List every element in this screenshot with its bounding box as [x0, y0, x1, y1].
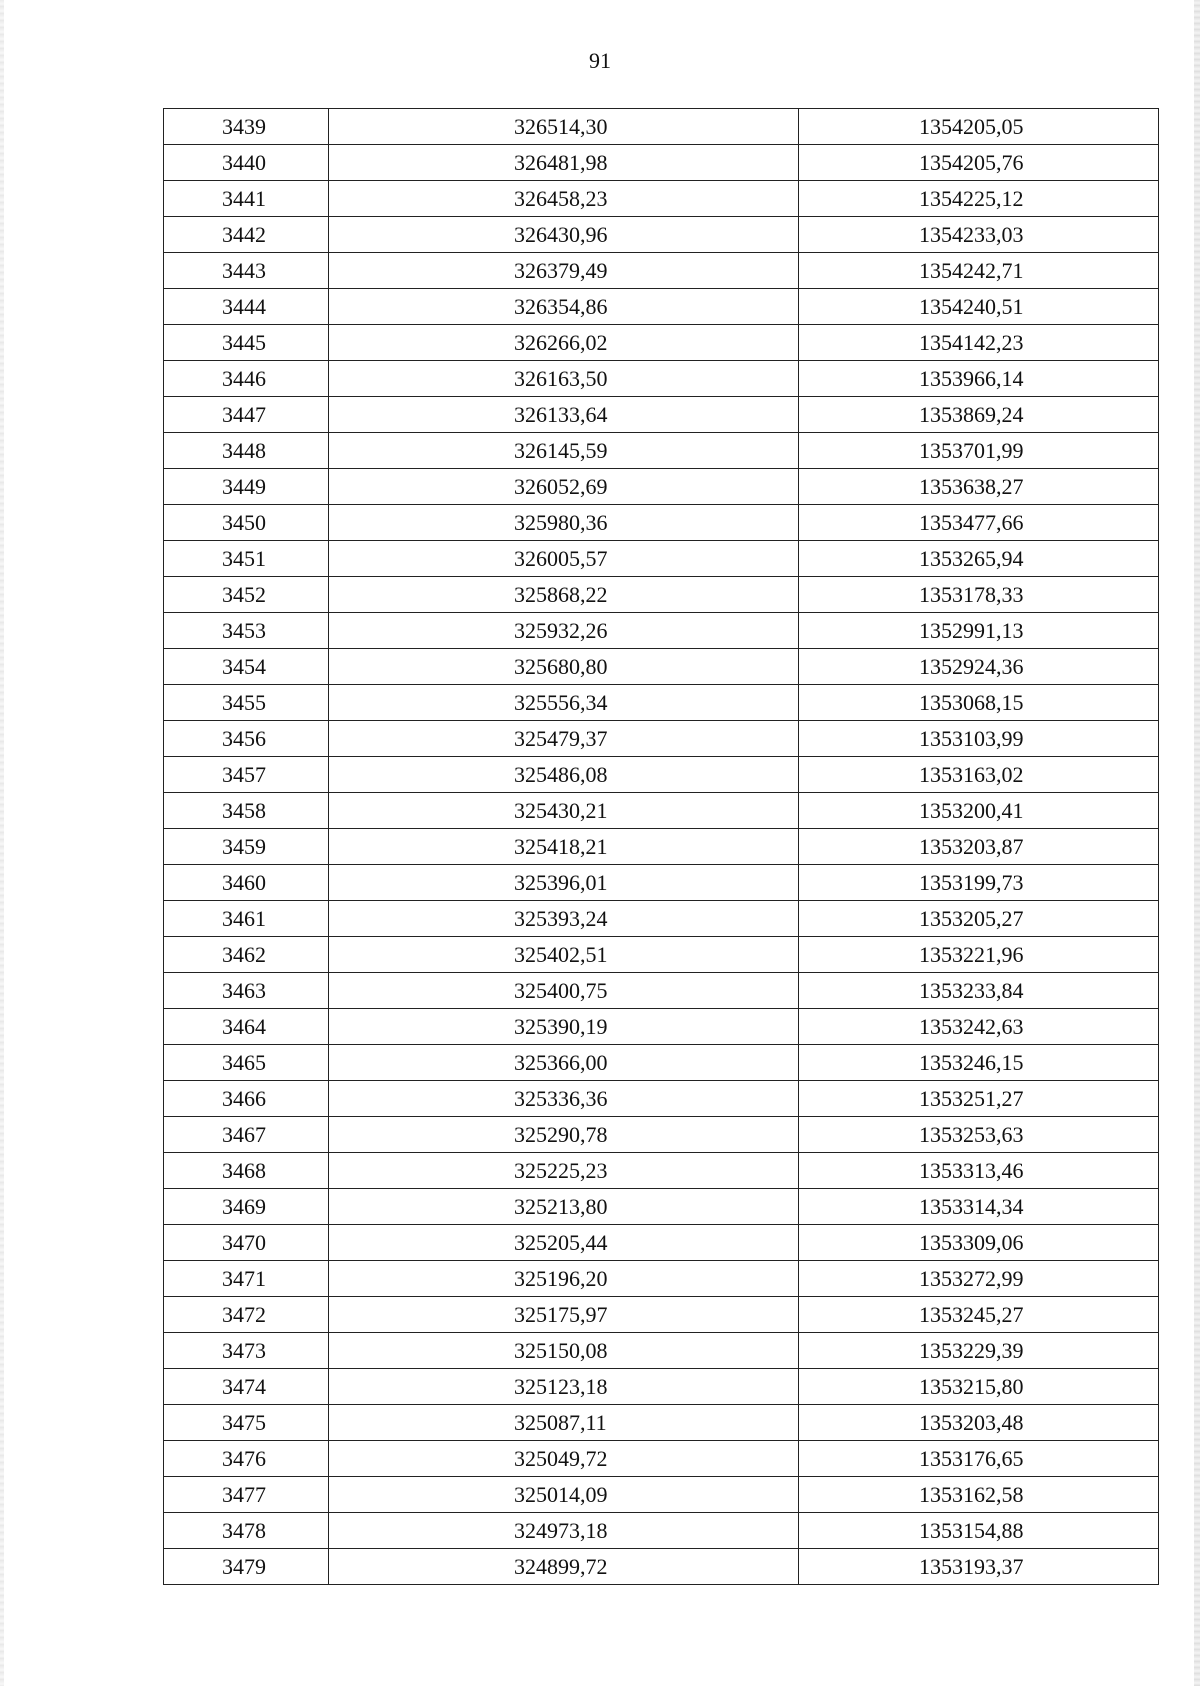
y-coordinate-cell: 1353103,99 [799, 721, 1159, 757]
table-row [164, 613, 1159, 649]
x-coordinate-cell: 325336,36 [329, 1081, 799, 1117]
table-row [164, 1369, 1159, 1405]
x-coordinate-cell: 325087,11 [329, 1405, 799, 1441]
table-row [164, 1045, 1159, 1081]
y-coordinate-cell: 1353272,99 [799, 1261, 1159, 1297]
x-coordinate-cell: 325868,22 [329, 577, 799, 613]
x-coordinate-cell: 326163,50 [329, 361, 799, 397]
table-row [164, 685, 1159, 721]
table-row [164, 829, 1159, 865]
point-number-cell: 3455 [164, 685, 329, 721]
point-number-cell: 3445 [164, 325, 329, 361]
point-number-cell: 3469 [164, 1189, 329, 1225]
y-coordinate-cell: 1353068,15 [799, 685, 1159, 721]
table-row [164, 1297, 1159, 1333]
point-number-cell: 3440 [164, 145, 329, 181]
table-row [164, 469, 1159, 505]
x-coordinate-cell: 325402,51 [329, 937, 799, 973]
x-coordinate-cell: 326145,59 [329, 433, 799, 469]
point-number-cell: 3466 [164, 1081, 329, 1117]
x-coordinate-cell: 325980,36 [329, 505, 799, 541]
point-number-cell: 3451 [164, 541, 329, 577]
x-coordinate-cell: 325213,80 [329, 1189, 799, 1225]
x-coordinate-cell: 326354,86 [329, 289, 799, 325]
table-row [164, 397, 1159, 433]
table-row [164, 1117, 1159, 1153]
point-number-cell: 3478 [164, 1513, 329, 1549]
point-number-cell: 3475 [164, 1405, 329, 1441]
x-coordinate-cell: 326458,23 [329, 181, 799, 217]
table-row [164, 1513, 1159, 1549]
x-coordinate-cell: 325049,72 [329, 1441, 799, 1477]
table-row [164, 1225, 1159, 1261]
x-coordinate-cell: 325932,26 [329, 613, 799, 649]
y-coordinate-cell: 1353251,27 [799, 1081, 1159, 1117]
point-number-cell: 3453 [164, 613, 329, 649]
table-row [164, 757, 1159, 793]
x-coordinate-cell: 325486,08 [329, 757, 799, 793]
table-row [164, 1009, 1159, 1045]
table-row [164, 181, 1159, 217]
x-coordinate-cell: 326481,98 [329, 145, 799, 181]
x-coordinate-cell: 326005,57 [329, 541, 799, 577]
y-coordinate-cell: 1352991,13 [799, 613, 1159, 649]
x-coordinate-cell: 325366,00 [329, 1045, 799, 1081]
x-coordinate-cell: 325556,34 [329, 685, 799, 721]
y-coordinate-cell: 1353314,34 [799, 1189, 1159, 1225]
x-coordinate-cell: 325396,01 [329, 865, 799, 901]
scan-edge-left [0, 0, 4, 1686]
point-number-cell: 3456 [164, 721, 329, 757]
y-coordinate-cell: 1353215,80 [799, 1369, 1159, 1405]
point-number-cell: 3446 [164, 361, 329, 397]
point-number-cell: 3439 [164, 109, 329, 145]
table-row [164, 217, 1159, 253]
table-row [164, 289, 1159, 325]
point-number-cell: 3472 [164, 1297, 329, 1333]
x-coordinate-cell: 326430,96 [329, 217, 799, 253]
point-number-cell: 3462 [164, 937, 329, 973]
y-coordinate-cell: 1354233,03 [799, 217, 1159, 253]
x-coordinate-cell: 326514,30 [329, 109, 799, 145]
point-number-cell: 3471 [164, 1261, 329, 1297]
y-coordinate-cell: 1354205,76 [799, 145, 1159, 181]
point-number-cell: 3454 [164, 649, 329, 685]
point-number-cell: 3473 [164, 1333, 329, 1369]
point-number-cell: 3443 [164, 253, 329, 289]
x-coordinate-cell: 325014,09 [329, 1477, 799, 1513]
y-coordinate-cell: 1353162,58 [799, 1477, 1159, 1513]
table-row [164, 145, 1159, 181]
table-row [164, 1549, 1159, 1585]
point-number-cell: 3463 [164, 973, 329, 1009]
x-coordinate-cell: 325123,18 [329, 1369, 799, 1405]
point-number-cell: 3442 [164, 217, 329, 253]
y-coordinate-cell: 1353205,27 [799, 901, 1159, 937]
table-row [164, 1153, 1159, 1189]
y-coordinate-cell: 1353246,15 [799, 1045, 1159, 1081]
point-number-cell: 3447 [164, 397, 329, 433]
x-coordinate-cell: 324899,72 [329, 1549, 799, 1585]
table-row [164, 1477, 1159, 1513]
y-coordinate-cell: 1353313,46 [799, 1153, 1159, 1189]
y-coordinate-cell: 1353253,63 [799, 1117, 1159, 1153]
x-coordinate-cell: 325418,21 [329, 829, 799, 865]
x-coordinate-cell: 326266,02 [329, 325, 799, 361]
table-row [164, 901, 1159, 937]
table-row [164, 649, 1159, 685]
point-number-cell: 3465 [164, 1045, 329, 1081]
point-number-cell: 3477 [164, 1477, 329, 1513]
x-coordinate-cell: 325290,78 [329, 1117, 799, 1153]
y-coordinate-cell: 1353309,06 [799, 1225, 1159, 1261]
table-row [164, 433, 1159, 469]
y-coordinate-cell: 1353200,41 [799, 793, 1159, 829]
point-number-cell: 3441 [164, 181, 329, 217]
table-row [164, 865, 1159, 901]
point-number-cell: 3452 [164, 577, 329, 613]
y-coordinate-cell: 1353203,48 [799, 1405, 1159, 1441]
x-coordinate-cell: 325430,21 [329, 793, 799, 829]
table-row [164, 361, 1159, 397]
table-row [164, 505, 1159, 541]
x-coordinate-cell: 325479,37 [329, 721, 799, 757]
point-number-cell: 3450 [164, 505, 329, 541]
y-coordinate-cell: 1354142,23 [799, 325, 1159, 361]
point-number-cell: 3444 [164, 289, 329, 325]
point-number-cell: 3468 [164, 1153, 329, 1189]
table-row [164, 1189, 1159, 1225]
point-number-cell: 3476 [164, 1441, 329, 1477]
x-coordinate-cell: 325400,75 [329, 973, 799, 1009]
point-number-cell: 3449 [164, 469, 329, 505]
table-row [164, 937, 1159, 973]
x-coordinate-cell: 325225,23 [329, 1153, 799, 1189]
point-number-cell: 3461 [164, 901, 329, 937]
table-row [164, 1405, 1159, 1441]
table-row [164, 325, 1159, 361]
x-coordinate-cell: 324973,18 [329, 1513, 799, 1549]
coordinates-table [163, 108, 1159, 1585]
y-coordinate-cell: 1354225,12 [799, 181, 1159, 217]
point-number-cell: 3474 [164, 1369, 329, 1405]
x-coordinate-cell: 326052,69 [329, 469, 799, 505]
table-row [164, 1441, 1159, 1477]
point-number-cell: 3458 [164, 793, 329, 829]
y-coordinate-cell: 1353221,96 [799, 937, 1159, 973]
y-coordinate-cell: 1353265,94 [799, 541, 1159, 577]
y-coordinate-cell: 1352924,36 [799, 649, 1159, 685]
coordinates-table-body [164, 109, 1159, 1585]
table-row [164, 1261, 1159, 1297]
x-coordinate-cell: 325150,08 [329, 1333, 799, 1369]
y-coordinate-cell: 1353242,63 [799, 1009, 1159, 1045]
table-row [164, 793, 1159, 829]
y-coordinate-cell: 1353966,14 [799, 361, 1159, 397]
y-coordinate-cell: 1353154,88 [799, 1513, 1159, 1549]
y-coordinate-cell: 1353176,65 [799, 1441, 1159, 1477]
point-number-cell: 3459 [164, 829, 329, 865]
table-row [164, 1081, 1159, 1117]
y-coordinate-cell: 1353203,87 [799, 829, 1159, 865]
table-row [164, 253, 1159, 289]
y-coordinate-cell: 1353199,73 [799, 865, 1159, 901]
y-coordinate-cell: 1353638,27 [799, 469, 1159, 505]
y-coordinate-cell: 1353178,33 [799, 577, 1159, 613]
y-coordinate-cell: 1353193,37 [799, 1549, 1159, 1585]
x-coordinate-cell: 325393,24 [329, 901, 799, 937]
point-number-cell: 3470 [164, 1225, 329, 1261]
point-number-cell: 3479 [164, 1549, 329, 1585]
table-row [164, 1333, 1159, 1369]
y-coordinate-cell: 1353163,02 [799, 757, 1159, 793]
point-number-cell: 3457 [164, 757, 329, 793]
x-coordinate-cell: 326379,49 [329, 253, 799, 289]
table-row [164, 721, 1159, 757]
y-coordinate-cell: 1353869,24 [799, 397, 1159, 433]
page-number: 91 [589, 48, 611, 73]
x-coordinate-cell: 325680,80 [329, 649, 799, 685]
y-coordinate-cell: 1353701,99 [799, 433, 1159, 469]
table-row [164, 577, 1159, 613]
y-coordinate-cell: 1354240,51 [799, 289, 1159, 325]
y-coordinate-cell: 1353233,84 [799, 973, 1159, 1009]
table-row [164, 109, 1159, 145]
scan-edge-right [1194, 0, 1200, 1686]
point-number-cell: 3467 [164, 1117, 329, 1153]
point-number-cell: 3460 [164, 865, 329, 901]
table-row [164, 541, 1159, 577]
x-coordinate-cell: 325175,97 [329, 1297, 799, 1333]
point-number-cell: 3464 [164, 1009, 329, 1045]
y-coordinate-cell: 1353229,39 [799, 1333, 1159, 1369]
table-row [164, 973, 1159, 1009]
x-coordinate-cell: 325205,44 [329, 1225, 799, 1261]
y-coordinate-cell: 1353477,66 [799, 505, 1159, 541]
y-coordinate-cell: 1354205,05 [799, 109, 1159, 145]
x-coordinate-cell: 325390,19 [329, 1009, 799, 1045]
x-coordinate-cell: 326133,64 [329, 397, 799, 433]
y-coordinate-cell: 1354242,71 [799, 253, 1159, 289]
x-coordinate-cell: 325196,20 [329, 1261, 799, 1297]
y-coordinate-cell: 1353245,27 [799, 1297, 1159, 1333]
point-number-cell: 3448 [164, 433, 329, 469]
